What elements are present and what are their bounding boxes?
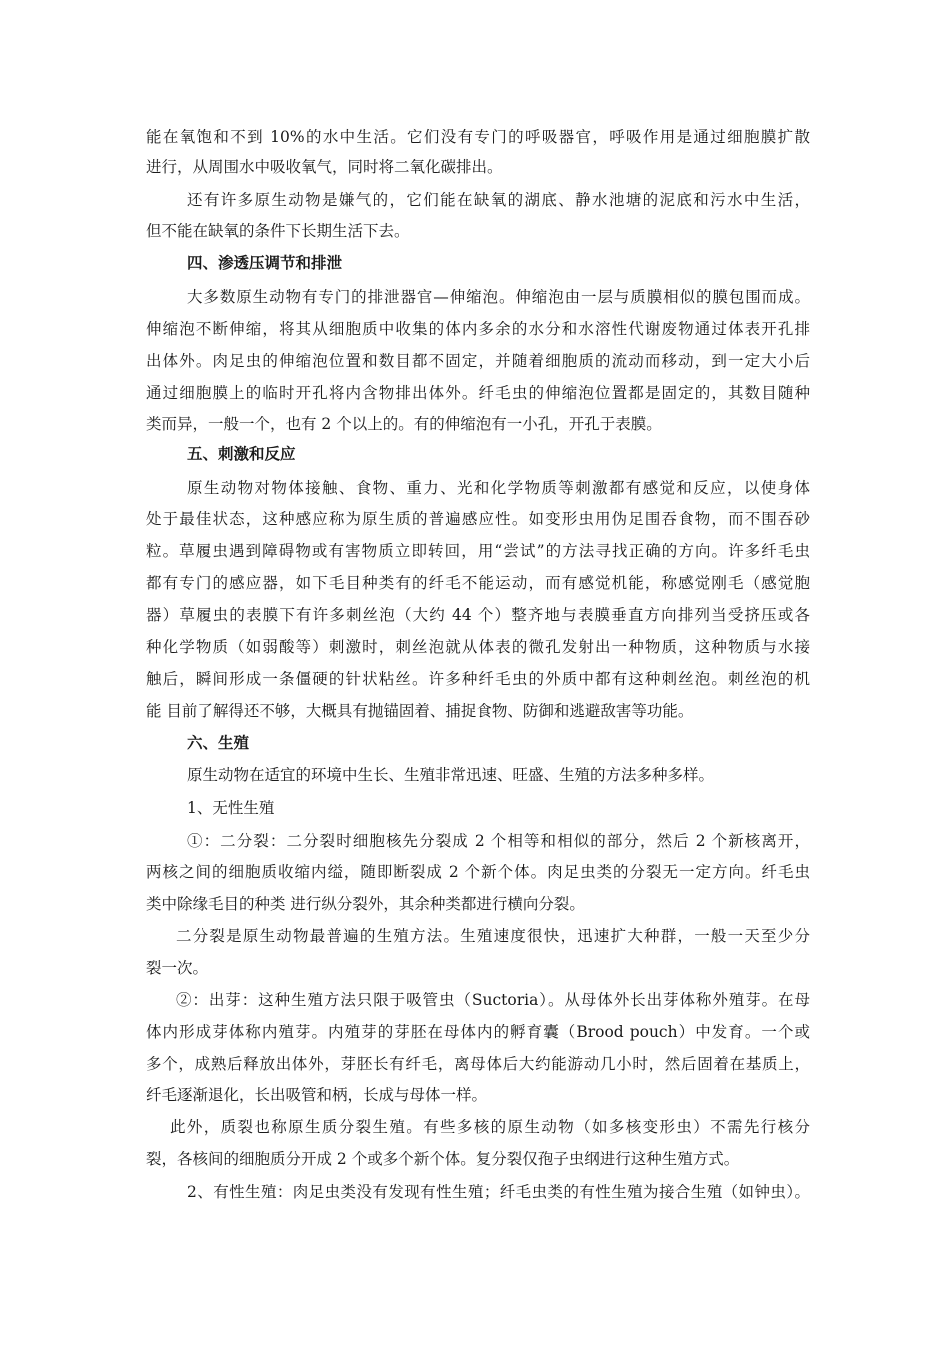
section-heading: 四、渗透压调节和排泄 (187, 253, 343, 272)
text-line: 类而异，一般一个，也有 2 个以上的。有的伸缩泡有一小孔，开孔于表膜。 (146, 415, 662, 433)
text-line: 能 目前了解得还不够，大概具有抛锚固着、捕捉食物、防御和逃避敌害等功能。 (146, 702, 694, 720)
section-heading: 六、生殖 (187, 733, 250, 752)
text-line: 裂一次。 (146, 959, 209, 977)
text-line: 纤毛逐渐退化，长出吸管和柄，长成与母体一样。 (146, 1086, 488, 1104)
text-line: 裂，各核间的细胞质分开成 2 个或多个新个体。复分裂仅孢子虫纲进行这种生殖方式。 (146, 1150, 740, 1168)
text-line: 种化学物质（如弱酸等）刺激时，刺丝泡就从体表的微孔发射出一种物质，这种物质与水接 (146, 638, 810, 656)
section-heading: 五、刺激和反应 (187, 444, 296, 463)
text-line: ②：出芽：这种生殖方法只限于吸管虫（Suctoria）。从母体外长出芽体称外殖芽。在母 (176, 991, 810, 1009)
text-line: 但不能在缺氧的条件下长期生活下去。 (146, 222, 410, 240)
text-line: 进行，从周围水中吸收氧气，同时将二氧化碳排出。 (146, 158, 503, 176)
text-line: 触后，瞬间形成一条僵硬的针状粘丝。许多种纤毛虫的外质中都有这种刺丝泡。刺丝泡的机 (146, 670, 810, 688)
text-line: 粒。草履虫遇到障碍物或有害物质立即转回，用“尝试”的方法寻找正确的方向。许多纤毛虫 (146, 542, 810, 560)
text-line: 能在氧饱和不到 10%的水中生活。它们没有专门的呼吸器官，呼吸作用是通过细胞膜扩散 (146, 128, 810, 146)
text-line: 还有许多原生动物是嫌气的，它们能在缺氧的湖底、静水池塘的泥底和污水中生活， (187, 191, 810, 209)
text-line: 1、无性生殖 (187, 799, 275, 817)
text-line: 处于最佳状态，这种感应称为原生质的普遍感应性。如变形虫用伪足围吞食物，而不围吞砂 (146, 510, 810, 528)
text-line: 大多数原生动物有专门的排泄器官—伸缩泡。伸缩泡由一层与质膜相似的膜包围而成。 (187, 288, 810, 306)
text-line: 出体外。肉足虫的伸缩泡位置和数目都不固定，并随着细胞质的流动而移动，到一定大小后 (146, 352, 810, 370)
text-line: 原生动物对物体接触、食物、重力、光和化学物质等刺激都有感觉和反应，以使身体 (187, 479, 810, 497)
text-line: 原生动物在适宜的环境中生长、生殖非常迅速、旺盛、生殖的方法多种多样。 (187, 766, 715, 784)
text-line: 体内形成芽体称内殖芽。内殖芽的芽胚在母体内的孵育囊（Brood pouch）中发育。一个或 (146, 1023, 810, 1041)
text-line: 两核之间的细胞质收缩内缢，随即断裂成 2 个新个体。肉足虫类的分裂无一定方向。纤毛虫 (146, 863, 810, 881)
text-line: 二分裂是原生动物最普遍的生殖方法。生殖速度很快，迅速扩大种群，一般一天至少分 (176, 927, 810, 945)
text-line: ①：二分裂：二分裂时细胞核先分裂成 2 个相等和相似的部分，然后 2 个新核离开， (187, 832, 810, 850)
text-line: 伸缩泡不断伸缩，将其从细胞质中收集的体内多余的水分和水溶性代谢废物通过体表开孔排 (146, 320, 810, 338)
text-line: 类中除缘毛目的种类 进行纵分裂外，其余种类都进行横向分裂。 (146, 895, 585, 913)
text-line: 都有专门的感应器，如下毛目种类有的纤毛不能运动，而有感觉机能，称感觉刚毛（感觉胞 (146, 574, 810, 592)
text-line: 多个，成熟后释放出体外，芽胚长有纤毛，离母体后大约能游动几小时，然后固着在基质上， (146, 1055, 810, 1073)
text-line: 此外，质裂也称原生质分裂生殖。有些多核的原生动物（如多核变形虫）不需先行核分 (170, 1118, 810, 1136)
text-line: 2、有性生殖：肉足虫类没有发现有性生殖；纤毛虫类的有性生殖为接合生殖（如钟虫）。 (187, 1183, 810, 1201)
text-line: 器）草履虫的表膜下有许多刺丝泡（大约 44 个）整齐地与表膜垂直方向排列当受挤压或各 (146, 606, 810, 624)
text-line: 通过细胞膜上的临时开孔将内含物排出体外。纤毛虫的伸缩泡位置都是固定的，其数目随种 (146, 384, 810, 402)
